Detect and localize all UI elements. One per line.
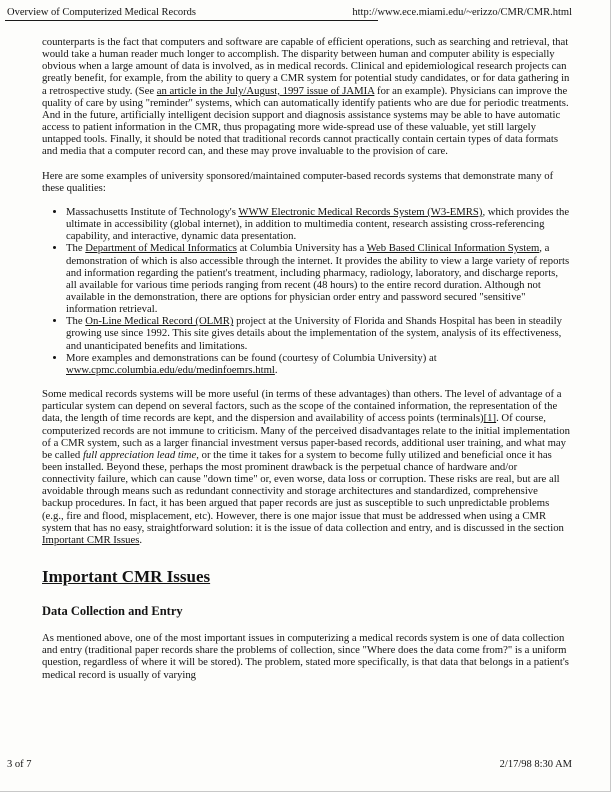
text-run: More examples and demonstrations can be found (courtesy of Columbia University) at (66, 351, 437, 364)
list-item-mit-w3emrs (66, 206, 570, 242)
examples-list (42, 206, 570, 376)
print-timestamp: 2/17/98 8:30 AM (499, 759, 572, 770)
text-run: at Columbia University has a (236, 242, 367, 255)
page-body (42, 36, 570, 693)
link-w3emrs[interactable]: WWW Electronic Medical Records System (W3-EMRS) (238, 205, 483, 218)
text-run: , which provides the ultimate in accessibility (global internet), in addition to multimedia content, research assisting cross-referencing capability, and interactive, dynamic data presentation. (66, 205, 570, 243)
link-important-cmr-issues[interactable]: Important CMR Issues (42, 533, 140, 546)
text-run: counterparts is the fact that computers and software are capable of efficient operations, such as searching and retrieval, that would take a human reader much longer to accomplish. The disparity between human and computer ability is especially obvious when a large amount of data is involved, as in medical records. Clinical and epidemiological research projects can greatly benefit, for example, from the ability to query a CMR system for potential study candidates, or for data gathering in a retrospective study. (See (42, 36, 570, 97)
emphasis-lead-time: full appreciation lead time (82, 448, 197, 461)
link-dept-medical-informatics[interactable]: Department of Medical Informatics (85, 242, 237, 255)
header-rule (5, 20, 378, 21)
text-run: The (66, 242, 86, 255)
text-run: Some medical records systems will be more useful (in terms of these advantages) than others. The level of advantage of a particular system can depend on several factors, such as the scope of the contained information, the representation of the data, the length of time records are kept, and the dispersion and availability of access points (terminals) (42, 388, 562, 425)
link-jamia-article[interactable]: an article in the July/August, 1997 issue of JAMIA (156, 84, 375, 97)
text-run: Massachusetts Institute of Technology's (66, 205, 239, 218)
text-run: The (66, 315, 86, 328)
list-item-more-examples (66, 352, 570, 376)
link-olmr-project[interactable]: On-Line Medical Record (OLMR) (85, 315, 234, 328)
link-web-based-clinical-info-system[interactable]: Web Based Clinical Information System (366, 242, 540, 255)
section-heading-important-cmr-issues: Important CMR Issues (42, 567, 211, 587)
text-run: , a demonstration of which is also accessible through the internet. It provides the ability to view a large variety of reports and information regarding the patient's treatment, including pharmacy, radiology, laboratory, and discharge reports, all available for various time periods ranging from recent (48 hours) to the entire record duration. Although not available in the demonstration, there are options for physician order entry and password secured "sensitive" information retrieval. (66, 242, 570, 316)
document-title: Overview of Computerized Medical Records (7, 7, 196, 18)
paragraph-examples-intro: Here are some examples of university sponsored/maintained computer-based records systems that demonstrate many of these qualities: (42, 169, 554, 194)
text-run: , or the time it takes for a system to become fully utilized and beneficial once it has been installed. Beyond these, perhaps the most prominent drawback is the perpetual chance of hardware and/or connectivity failure, which can cause "down time" or, even worse, data loss or corruption. These risks are real, but are all avoidable through means such as redundant connectivity and storage architectures and standardized, comprehensive backup procedures. In fact, it has been argued that paper records are just as susceptible to such unpredictable problems (e.g., fire and flood, misplacement, etc). However, there is one major issue that must be addressed when using a CMR system that has no easy, straightforward solution: it is the issue of data collection and entry, and is discussed in the section (42, 448, 564, 534)
text-run: project at the University of Florida and Shands Hospital has been in steadily growing use since 1992. This site gives details about the implementation of the system, analysis of its effectiveness, and unanticipated benefits and limitations. (66, 315, 562, 352)
text-run: . (274, 363, 278, 376)
page-header (7, 6, 572, 28)
list-item-florida-olmr (66, 315, 570, 351)
paragraph-intro (42, 36, 570, 158)
list-item-columbia-wbcis (66, 242, 570, 315)
page-footer (7, 759, 572, 770)
link-cpmc-url[interactable]: www.cpmc.columbia.edu/edu/medinfoemrs.html (66, 363, 275, 376)
link-footnote-1[interactable]: [1] (483, 412, 497, 425)
text-run: for an example). Physicians can improve the quality of care by using "reminder" systems, which can automatically identify patients who are due for periodic treatments. And in the future, artificially intelligent decision support and diagnosis assistance systems may be able to have automatic access to patient information in the CMR, thus propagating more wide-spread use of these valuable, yet still largely untapped tools. Finally, it should be noted that traditional records cannot practically contain certain types of data formats and media that a computer record can, and these may prove invaluable to the provision of care. (42, 84, 569, 158)
subsection-heading-data-collection-entry: Data Collection and Entry (42, 604, 183, 619)
page-number: 3 of 7 (7, 759, 32, 770)
paragraph-advantages-criticism (42, 388, 570, 546)
text-run: . (139, 533, 143, 546)
document-url: http://www.ece.miami.edu/~erizzo/CMR/CMR.html (352, 7, 572, 18)
text-run: . Of course, computerized records are not immune to criticism. Many of the perceived disadvantages relate to the initial implementation of a CMR system, such as a larger financial investment versus paper-based records, additional user training, and what may be called (42, 412, 570, 461)
paragraph-data-collection: As mentioned above, one of the most important issues in computerizing a medical records system is one of data collection and entry (traditional paper records share the problems of collection, since "Where does the data come from?" is a uniform question, regardless of where it will be stored). The problem, stated more specifically, is that data that belongs in a patient's medical record is usually of varying (42, 632, 569, 681)
